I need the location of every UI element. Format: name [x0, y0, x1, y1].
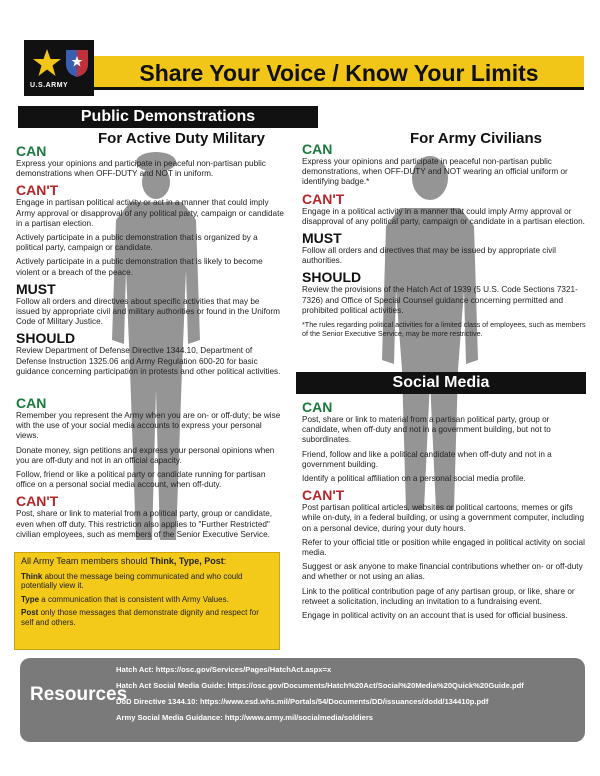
- social-media-bar: Social Media: [296, 372, 586, 394]
- civilian-cant-text: Engage in a political activity in a manner that could imply Army approval or disapproval of any political party, campaign or candidate in a partisan election.: [302, 206, 585, 226]
- civilian-must-label: MUST: [302, 230, 342, 247]
- team-box-item-text: a communication that is consistent with Army Values.: [39, 594, 229, 604]
- team-box-heading-bold: Think, Type, Post: [149, 556, 224, 566]
- public-demonstrations-bar: Public Demonstrations: [18, 106, 318, 128]
- civilian-sm-can-item: Friend, follow and like a political candidate when off-duty and not in a government building.: [302, 449, 552, 469]
- civilian-can-label: CAN: [302, 141, 333, 157]
- military-sm-can-label: CAN: [16, 395, 47, 411]
- civilian-social-column: [302, 398, 588, 625]
- resource-link[interactable]: Hatch Act: https://osc.gov/Services/Pages/HatchAct.aspx=x: [116, 665, 332, 674]
- civilian-should-label: SHOULD: [302, 269, 362, 286]
- team-box-heading: [21, 557, 273, 567]
- team-box-item-keyword: Think: [21, 571, 43, 581]
- team-box-item-keyword: Post: [21, 608, 39, 618]
- team-box-heading-prefix: All Army Team members should: [21, 556, 150, 566]
- military-should-label: SHOULD: [16, 330, 76, 347]
- military-should-text: Review Department of Defense Directive 1344.10, Department of Defense Instruction 1325.06 and Army Regulation 600-20 for basic guidance concerning participation in protests and other political activities.: [16, 346, 281, 376]
- civilian-sm-can-label: CAN: [302, 399, 333, 415]
- military-sm-can-item: Follow, friend or like a political party or candidate running for partisan office on a personal social media account, when off-duty.: [16, 470, 266, 490]
- military-cant-item: Actively participate in a public demonstration that is likely to become violent or a breach of the peace.: [16, 257, 263, 277]
- civilian-should-text: Review the provisions of the Hatch Act of 1939 (5 U.S. Code Sections 7321-7326) and Office of Special Counsel guidance concerning permitted and prohibited political activities.: [302, 285, 578, 315]
- civilian-sm-cant-label: CAN'T: [302, 487, 345, 504]
- army-logo: [24, 40, 94, 96]
- civilian-sm-cant-item: Refer to your official title or position while engaged in political activity on social media.: [302, 537, 585, 558]
- star-icon: [30, 46, 64, 80]
- military-must-label: MUST: [16, 280, 56, 297]
- military-sm-can-item: Donate money, sign petitions and express your personal opinions when you are off-duty and not in an official capacity.: [16, 445, 275, 465]
- resources-title: Resources: [30, 684, 128, 705]
- military-cant-item: Engage in partisan political activity or act in a manner that could imply Army approval or disapproval of any political party, campaign or candidate in a partisan election.: [16, 198, 284, 228]
- title-band: [94, 56, 584, 90]
- military-sm-cant-label: CAN'T: [16, 493, 59, 510]
- team-box-item-text: only those messages that demonstrate dignity and respect for self and others.: [21, 608, 259, 627]
- resource-link[interactable]: Hatch Act Social Media Guide: https://osc.gov/Documents/Hatch%20Act/Social%20Media%20Quick%20Guide.pdf: [116, 681, 524, 690]
- military-cant-item: Actively participate in a public demonstration that is organized by a political party, campaign or candidate.: [16, 233, 258, 253]
- civilian-sm-can-item: Post, share or link to material from a partisan political party, group or candidate, when off-duty and not in a government building, but not to subordinates.: [302, 415, 551, 445]
- civilian-note: *The rules regarding political activities for a limited class of employees, such as members of the Senior Executive Service, may be more restrictive.: [302, 320, 586, 339]
- military-must-text: Follow all orders and directives about specific activities that may be issued by appropriate civil and military authorities or found in the Uniform Code of Military Justice.: [16, 296, 280, 327]
- civilian-can-text: Express your opinions and participate in peaceful non-partisan public demonstrations, when OFF-DUTY and NOT wearing an official uniform or identifying badge.*: [302, 157, 568, 187]
- resource-link[interactable]: DoD Directive 1344.10: https://www.esd.whs.mil/Portals/54/Documents/DD/issuances/dodd/134410p.pdf: [116, 697, 489, 706]
- military-heading: For Active Duty Military: [98, 130, 265, 147]
- shield-icon: [64, 48, 90, 78]
- think-type-post-box: [14, 552, 280, 650]
- civilian-demonstrations-column: [302, 140, 586, 342]
- resource-link[interactable]: Army Social Media Guidance: http://www.army.mil/socialmedia/soldiers: [116, 713, 373, 722]
- civilian-sm-can-item: Identify a political affiliation on a personal social media profile.: [302, 474, 526, 484]
- military-can-text: Express your opinions and participate in peaceful non-partisan public demonstrations when OFF-DUTY and NOT in uniform.: [16, 159, 266, 179]
- civilian-sm-cant-item: Post partisan political articles, websites or political cartoons, memes or gifs while on-duty, in a federal building, or using a government computer, including on a personal device, during your duty hours.: [302, 503, 585, 533]
- military-sm-cant-text: Post, share or link to material from a political party, group or candidate, even when off duty. This restriction also applies to "Further Restricted" civilian employees, such as members of the Senior Executive Service.: [16, 509, 273, 539]
- civilian-cant-label: CAN'T: [302, 190, 345, 207]
- team-box-heading-suffix: :: [223, 556, 227, 566]
- logo-text: U.S.ARMY: [30, 82, 69, 89]
- military-social-column: [16, 394, 284, 544]
- resources-panel: [20, 658, 585, 742]
- civilian-sm-cant-item: Suggest or ask anyone to make financial contributions whether on- or off-duty and whether or not using an alias.: [302, 562, 583, 582]
- resources-links: [116, 662, 524, 726]
- civilian-must-text: Follow all orders and directives that may be issued by appropriate civil authorities.: [302, 246, 556, 266]
- team-box-item: [21, 572, 273, 591]
- civilian-sm-cant-item: Link to the political contribution page of any partisan group, or like, share or retweet a solicitation, including an invitation to a fundraising event.: [302, 586, 575, 606]
- team-box-item: [21, 608, 273, 627]
- military-cant-label: CAN'T: [16, 182, 59, 199]
- civilian-heading: For Army Civilians: [410, 130, 542, 147]
- page-title: Share Your Voice / Know Your Limits: [139, 60, 539, 86]
- team-box-item: [21, 595, 273, 605]
- military-demonstrations-column: [16, 142, 284, 381]
- team-box-item-keyword: Type: [21, 594, 40, 604]
- team-box-item-text: about the message being communicated and who could potentially view it.: [21, 571, 243, 591]
- civilian-sm-cant-item: Engage in political activity on an account that is used for official business.: [302, 611, 568, 621]
- military-can-label: CAN: [16, 143, 47, 159]
- military-sm-can-item: Remember you represent the Army when you are on- or off-duty; be wise with the use of your social media accounts to express your personal views.: [16, 411, 281, 441]
